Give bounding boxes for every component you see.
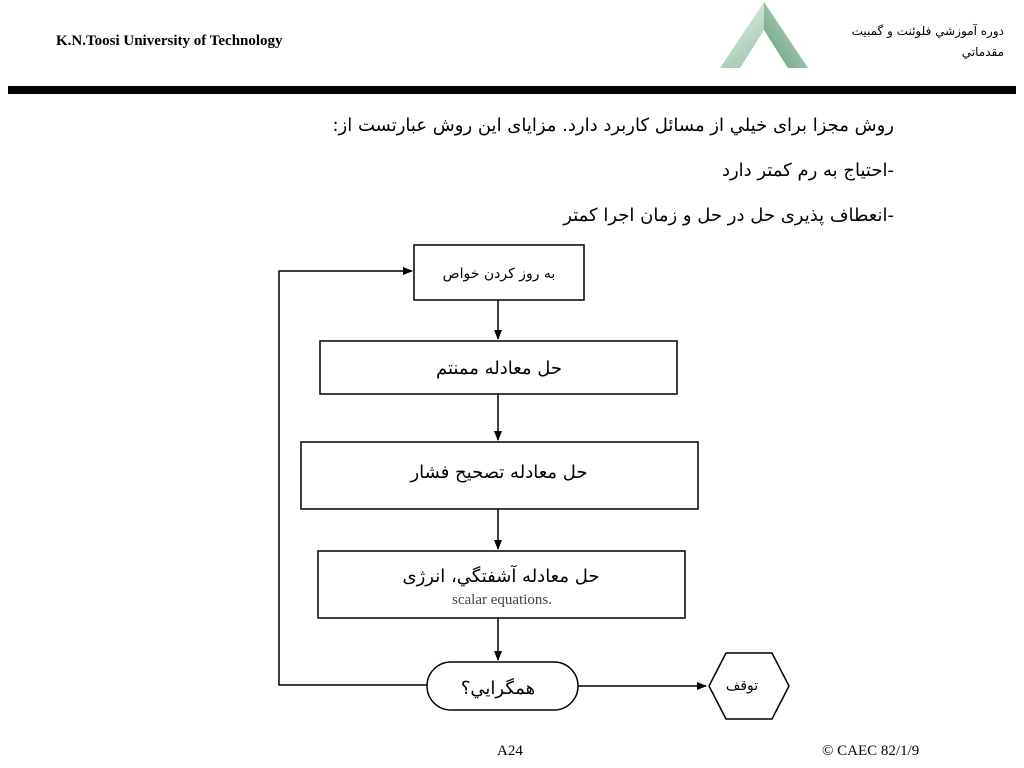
convergence-decision [427, 662, 578, 710]
stop-label: توقف [725, 678, 759, 694]
page-number: A24 [497, 743, 523, 759]
momentum-box [320, 341, 677, 394]
pressure-correction-box [301, 442, 698, 509]
course-title: دوره آموزشي فلوئنت و گمبيت [851, 24, 1004, 38]
pressure-correction-label: حل معادله تصحيح فشار [410, 462, 588, 483]
scalar-equations-overlay: scalar equations. [452, 592, 552, 608]
body-line-advantage-2: -انعطاف پذيرى حل در حل و زمان اجرا كمتر [563, 205, 894, 226]
stop-terminal [709, 653, 789, 719]
momentum-label: حل معادله ممنتم [435, 358, 563, 379]
course-level: مقدماتي [961, 45, 1004, 59]
turbulence-energy-box [318, 551, 685, 618]
update-properties-box [414, 245, 584, 300]
university-name: K.N.Toosi University of Technology [56, 33, 283, 49]
body-line-intro: روش مجزا براى خيلي از مسائل كاربرد دارد. مزاياى اين روش عبارتست از: [332, 115, 894, 136]
copyright: © CAEC 82/1/9 [822, 743, 920, 759]
convergence-label: همگرايي؟ [460, 678, 536, 699]
turbulence-energy-label: حل معادله آشفتگي، انرژى [402, 566, 600, 587]
update-properties-label: به روز كردن خواص [442, 266, 556, 282]
body-line-advantage-1: -احتياج به رم كمتر دارد [721, 160, 894, 181]
